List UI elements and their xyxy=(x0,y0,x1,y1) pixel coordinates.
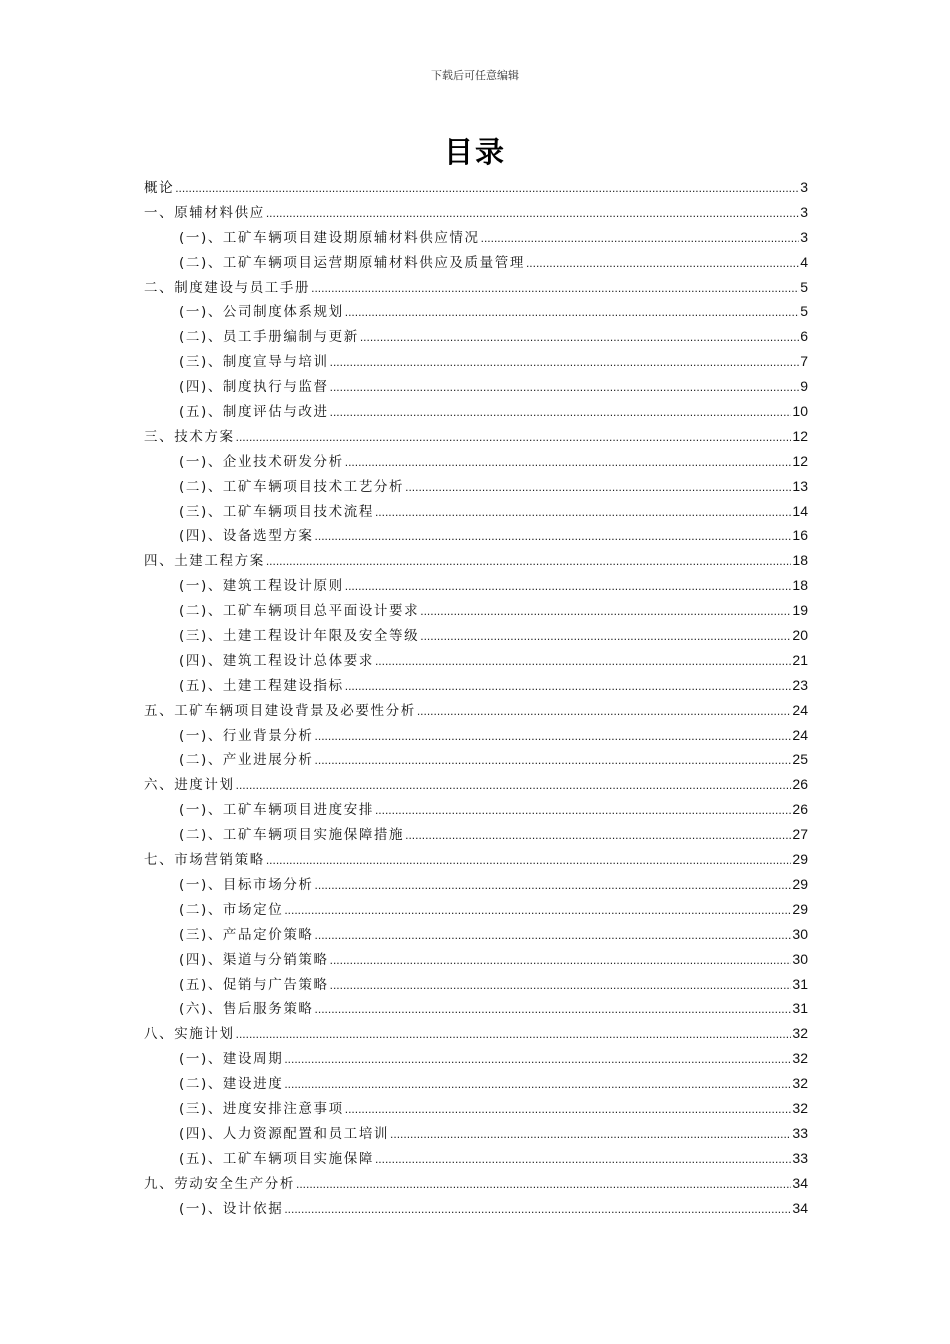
toc-entry-page-number: 25 xyxy=(792,751,808,768)
toc-entry[interactable] xyxy=(144,947,808,972)
toc-entry-page-number: 26 xyxy=(792,801,808,818)
toc-entry-page-number: 5 xyxy=(800,278,808,295)
toc-entry-label: 七、市场营销策略 xyxy=(144,852,265,869)
toc-entry-label: (一)、工矿车辆项目进度安排 xyxy=(179,802,374,819)
toc-entry[interactable] xyxy=(144,673,808,698)
toc-entry-label: (一)、目标市场分析 xyxy=(179,876,314,893)
toc-entry[interactable] xyxy=(144,723,808,748)
toc-entry[interactable] xyxy=(144,1146,808,1171)
toc-entry-page-number: 4 xyxy=(800,253,808,270)
toc-entry-label: (一)、设计依据 xyxy=(179,1200,284,1217)
toc-entry-label: (一)、公司制度体系规划 xyxy=(179,304,344,321)
toc-entry-label: (一)、建筑工程设计原则 xyxy=(179,578,344,595)
toc-entry-page-number: 32 xyxy=(792,1075,808,1092)
toc-dot-leader xyxy=(266,549,792,574)
toc-entry[interactable] xyxy=(144,548,808,573)
toc-dot-leader xyxy=(296,1172,791,1197)
toc-entry[interactable] xyxy=(144,399,808,424)
toc-dot-leader xyxy=(345,450,792,475)
toc-entry-page-number: 18 xyxy=(792,577,808,594)
toc-entry-label: (一)、建设周期 xyxy=(179,1051,284,1068)
toc-dot-leader xyxy=(236,773,792,798)
toc-entry-label: 五、工矿车辆项目建设背景及必要性分析 xyxy=(144,702,416,719)
toc-entry-label: 二、制度建设与员工手册 xyxy=(144,279,311,296)
toc-dot-leader xyxy=(311,276,799,301)
toc-entry-page-number: 10 xyxy=(792,403,808,420)
toc-dot-leader xyxy=(375,798,791,823)
toc-entry-page-number: 9 xyxy=(800,378,808,395)
toc-entry-label: 四、土建工程方案 xyxy=(144,553,265,570)
toc-entry[interactable] xyxy=(144,424,808,449)
toc-entry-label: 八、实施计划 xyxy=(144,1026,235,1043)
toc-entry-page-number: 32 xyxy=(792,1050,808,1067)
toc-entry-page-number: 18 xyxy=(792,552,808,569)
toc-dot-leader xyxy=(266,201,799,226)
toc-dot-leader xyxy=(315,524,792,549)
toc-entry[interactable] xyxy=(144,747,808,772)
toc-dot-leader xyxy=(315,724,792,749)
toc-entry-label: (三)、产品定价策略 xyxy=(179,926,314,943)
toc-entry-label: 六、进度计划 xyxy=(144,777,235,794)
toc-entry-label: (五)、制度评估与改进 xyxy=(179,404,329,421)
toc-entry-label: (四)、建筑工程设计总体要求 xyxy=(179,652,374,669)
toc-entry-page-number: 19 xyxy=(792,602,808,619)
toc-entry[interactable] xyxy=(144,275,808,300)
toc-entry-page-number: 16 xyxy=(792,527,808,544)
toc-entry-label: (二)、产业进展分析 xyxy=(179,752,314,769)
toc-entry-label: 一、原辅材料供应 xyxy=(144,204,265,221)
toc-entry-page-number: 26 xyxy=(792,776,808,793)
toc-entry-page-number: 12 xyxy=(792,452,808,469)
toc-dot-leader xyxy=(420,599,791,624)
toc-entry-page-number: 3 xyxy=(800,203,808,220)
toc-entry-page-number: 14 xyxy=(792,502,808,519)
toc-entry[interactable] xyxy=(144,499,808,524)
toc-entry[interactable] xyxy=(144,1171,808,1196)
toc-entry[interactable] xyxy=(144,872,808,897)
toc-entry-page-number: 5 xyxy=(800,303,808,320)
toc-entry[interactable] xyxy=(144,474,808,499)
toc-entry-label: (二)、市场定位 xyxy=(179,901,284,918)
toc-entry-label: (二)、工矿车辆项目运营期原辅材料供应及质量管理 xyxy=(179,254,525,271)
toc-dot-leader xyxy=(315,748,792,773)
toc-entry[interactable] xyxy=(144,922,808,947)
toc-dot-leader xyxy=(390,1122,791,1147)
toc-entry[interactable] xyxy=(144,299,808,324)
toc-dot-leader xyxy=(526,251,799,276)
toc-entry-label: (三)、进度安排注意事项 xyxy=(179,1100,344,1117)
toc-entry[interactable] xyxy=(144,1196,808,1221)
toc-entry[interactable] xyxy=(144,523,808,548)
toc-entry-page-number: 29 xyxy=(792,900,808,917)
toc-entry-label: (三)、工矿车辆项目技术流程 xyxy=(179,503,374,520)
toc-dot-leader xyxy=(375,649,791,674)
toc-entry-page-number: 20 xyxy=(792,627,808,644)
toc-entry[interactable] xyxy=(144,200,808,225)
toc-dot-leader xyxy=(315,923,792,948)
toc-entry[interactable] xyxy=(144,797,808,822)
toc-dot-leader xyxy=(345,300,799,325)
toc-dot-leader xyxy=(405,475,791,500)
toc-entry-page-number: 32 xyxy=(792,1099,808,1116)
toc-entry-page-number: 6 xyxy=(800,328,808,345)
toc-entry[interactable] xyxy=(144,374,808,399)
toc-entry-label: (二)、工矿车辆项目实施保障措施 xyxy=(179,827,405,844)
toc-dot-leader xyxy=(266,848,792,873)
toc-entry[interactable] xyxy=(144,324,808,349)
toc-entry-label: (一)、工矿车辆项目建设期原辅材料供应情况 xyxy=(179,229,480,246)
toc-entry-label: (四)、制度执行与监督 xyxy=(179,379,329,396)
toc-entry[interactable] xyxy=(144,648,808,673)
toc-entry-label: (一)、企业技术研发分析 xyxy=(179,453,344,470)
toc-entry-label: (二)、工矿车辆项目技术工艺分析 xyxy=(179,478,405,495)
toc-dot-leader xyxy=(284,1072,791,1097)
toc-dot-leader xyxy=(315,873,792,898)
toc-dot-leader xyxy=(330,948,792,973)
toc-entry[interactable] xyxy=(144,772,808,797)
toc-entry[interactable] xyxy=(144,972,808,997)
toc-entry-page-number: 32 xyxy=(792,1025,808,1042)
toc-entry[interactable] xyxy=(144,349,808,374)
toc-entry-label: 九、劳动安全生产分析 xyxy=(144,1175,295,1192)
toc-entry-page-number: 3 xyxy=(800,228,808,245)
toc-dot-leader xyxy=(417,699,792,724)
toc-entry-label: (一)、行业背景分析 xyxy=(179,727,314,744)
toc-entry[interactable] xyxy=(144,897,808,922)
toc-entry-page-number: 21 xyxy=(792,651,808,668)
toc-dot-leader xyxy=(345,1097,792,1122)
toc-entry-page-number: 33 xyxy=(792,1149,808,1166)
toc-entry-label: (四)、人力资源配置和员工培训 xyxy=(179,1125,390,1142)
toc-entry[interactable] xyxy=(144,598,808,623)
toc-entry-label: (二)、工矿车辆项目总平面设计要求 xyxy=(179,603,420,620)
toc-dot-leader xyxy=(330,375,800,400)
header-note: 下载后可任意编辑 xyxy=(431,69,519,82)
toc-entry-label: (五)、工矿车辆项目实施保障 xyxy=(179,1150,374,1167)
toc-dot-leader xyxy=(330,400,792,425)
toc-dot-leader xyxy=(375,500,791,525)
toc-entry-label: (五)、促销与广告策略 xyxy=(179,976,329,993)
toc-entry[interactable] xyxy=(144,1046,808,1071)
toc-entry-label: 三、技术方案 xyxy=(144,428,235,445)
toc-dot-leader xyxy=(315,997,792,1022)
toc-entry-page-number: 13 xyxy=(792,477,808,494)
toc-entry[interactable] xyxy=(144,250,808,275)
toc-dot-leader xyxy=(236,425,792,450)
toc-entry-page-number: 34 xyxy=(792,1199,808,1216)
toc-title: 目录 xyxy=(443,135,506,169)
toc-dot-leader xyxy=(375,1147,791,1172)
toc-dot-leader xyxy=(284,1047,791,1072)
toc-entry[interactable] xyxy=(144,449,808,474)
toc-entry[interactable] xyxy=(144,847,808,872)
toc-entry-page-number: 29 xyxy=(792,875,808,892)
toc-dot-leader xyxy=(330,350,800,375)
toc-entry-label: (五)、土建工程建设指标 xyxy=(179,677,344,694)
toc-entry-page-number: 34 xyxy=(792,1174,808,1191)
toc-entry-label: (二)、员工手册编制与更新 xyxy=(179,329,359,346)
toc-entry-page-number: 7 xyxy=(800,353,808,370)
toc-entry-label: (二)、建设进度 xyxy=(179,1076,284,1093)
toc-entry-page-number: 33 xyxy=(792,1124,808,1141)
toc-dot-leader xyxy=(330,973,792,998)
toc-entry-label: (六)、售后服务策略 xyxy=(179,1001,314,1018)
toc-entry[interactable] xyxy=(144,175,808,200)
toc-entry-page-number: 23 xyxy=(792,676,808,693)
toc-entry[interactable] xyxy=(144,623,808,648)
table-of-contents xyxy=(144,175,808,1220)
toc-dot-leader xyxy=(345,674,792,699)
toc-dot-leader xyxy=(481,226,800,251)
toc-entry[interactable] xyxy=(144,1121,808,1146)
toc-dot-leader xyxy=(175,176,799,201)
toc-entry-page-number: 12 xyxy=(792,427,808,444)
toc-entry-page-number: 24 xyxy=(792,701,808,718)
toc-entry-label: (三)、制度宣导与培训 xyxy=(179,354,329,371)
toc-entry-page-number: 30 xyxy=(792,925,808,942)
toc-entry[interactable] xyxy=(144,1021,808,1046)
toc-entry[interactable] xyxy=(144,996,808,1021)
toc-entry-label: 概论 xyxy=(144,180,175,196)
toc-entry-label: (四)、设备选型方案 xyxy=(179,528,314,545)
toc-entry-label: (四)、渠道与分销策略 xyxy=(179,951,329,968)
toc-entry[interactable] xyxy=(144,573,808,598)
toc-entry-page-number: 29 xyxy=(792,851,808,868)
toc-entry-page-number: 31 xyxy=(792,975,808,992)
toc-entry[interactable] xyxy=(144,1096,808,1121)
toc-dot-leader xyxy=(345,574,792,599)
toc-entry-page-number: 24 xyxy=(792,726,808,743)
toc-entry-page-number: 31 xyxy=(792,1000,808,1017)
toc-entry[interactable] xyxy=(144,225,808,250)
toc-entry[interactable] xyxy=(144,1071,808,1096)
toc-entry-page-number: 30 xyxy=(792,950,808,967)
toc-entry-label: (三)、土建工程设计年限及安全等级 xyxy=(179,628,420,645)
toc-entry[interactable] xyxy=(144,822,808,847)
toc-entry[interactable] xyxy=(144,698,808,723)
toc-dot-leader xyxy=(405,823,791,848)
toc-dot-leader xyxy=(420,624,791,649)
toc-entry-page-number: 27 xyxy=(792,826,808,843)
toc-dot-leader xyxy=(236,1022,792,1047)
toc-dot-leader xyxy=(360,325,799,350)
toc-dot-leader xyxy=(284,898,791,923)
toc-dot-leader xyxy=(284,1197,791,1222)
toc-entry-page-number: 3 xyxy=(800,179,808,195)
